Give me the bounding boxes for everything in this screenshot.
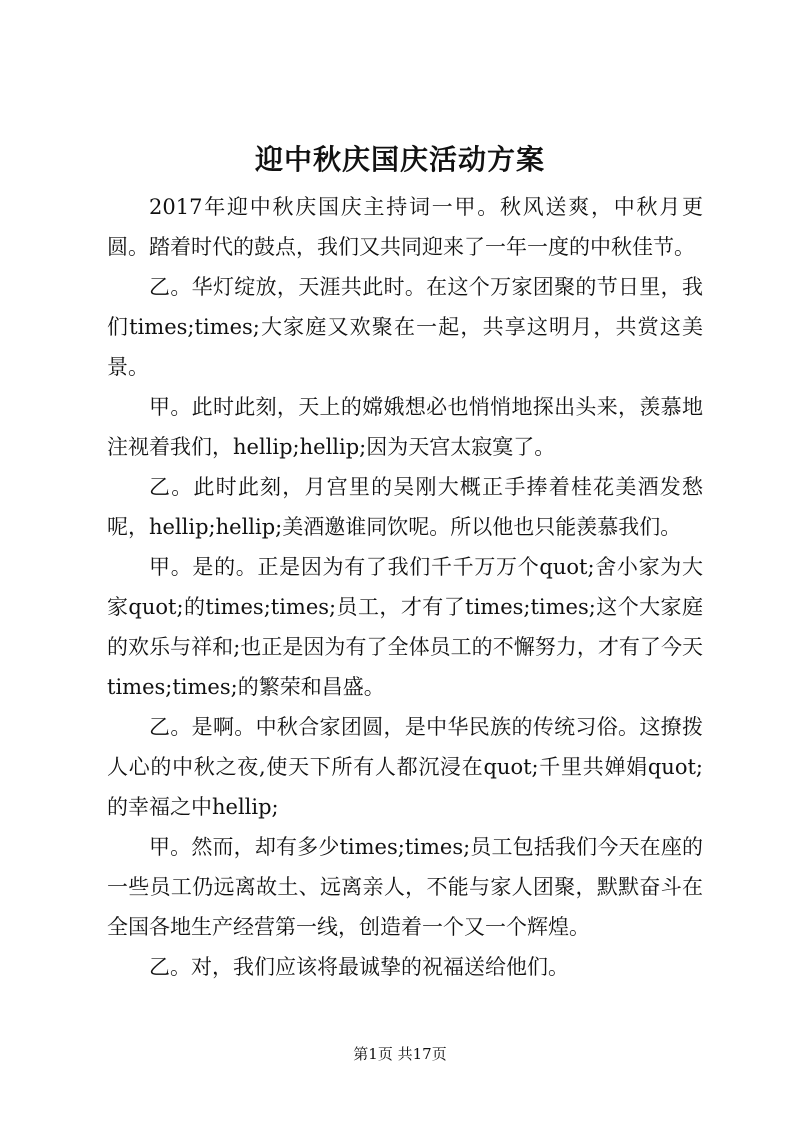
paragraph: 乙。此时此刻，月宫里的吴刚大概正手捧着桂花美酒发愁呢，hellip;hellip;美酒邀谁同饮呢。所以他也只能羡慕我们。: [107, 475, 703, 539]
document-title: 迎中秋庆国庆活动方案: [254, 143, 545, 176]
paragraph: 乙。对，我们应该将最诚挚的祝福送给他们。: [149, 955, 569, 979]
paragraph: 乙。华灯绽放，天涯共此时。在这个万家团聚的节日里，我们times;times;大家庭又欢聚在一起，共享这明月，共赏这美景。: [107, 275, 703, 379]
paragraph: 甲。此时此刻，天上的嫦娥想必也悄悄地探出头来，羡慕地注视着我们，hellip;hellip;因为天宫太寂寞了。: [107, 395, 703, 459]
page-footer: 第1页 共17页: [353, 1045, 447, 1063]
paragraph: 2017年迎中秋庆国庆主持词一甲。秋风送爽，中秋月更圆。踏着时代的鼓点，我们又共同迎来了一年一度的中秋佳节。: [107, 195, 703, 259]
document-body: [107, 187, 703, 987]
paragraph: 甲。是的。正是因为有了我们千千万万个quot;舍小家为大家quot;的times;times;员工，才有了times;times;这个大家庭的欢乐与祥和;也正是因为有了全体员工的不懈努力，才有了今天times;times;的繁荣和昌盛。: [107, 555, 703, 699]
paragraph: 乙。是啊。中秋合家团圆，是中华民族的传统习俗。这撩拨人心的中秋之夜,使天下所有人都沉浸在quot;千里共婵娟quot;的幸福之中hellip;: [107, 715, 703, 819]
paragraph: 甲。然而，却有多少times;times;员工包括我们今天在座的一些员工仍远离故土、远离亲人，不能与家人团聚，默默奋斗在全国各地生产经营第一线，创造着一个又一个辉煌。: [107, 835, 703, 939]
